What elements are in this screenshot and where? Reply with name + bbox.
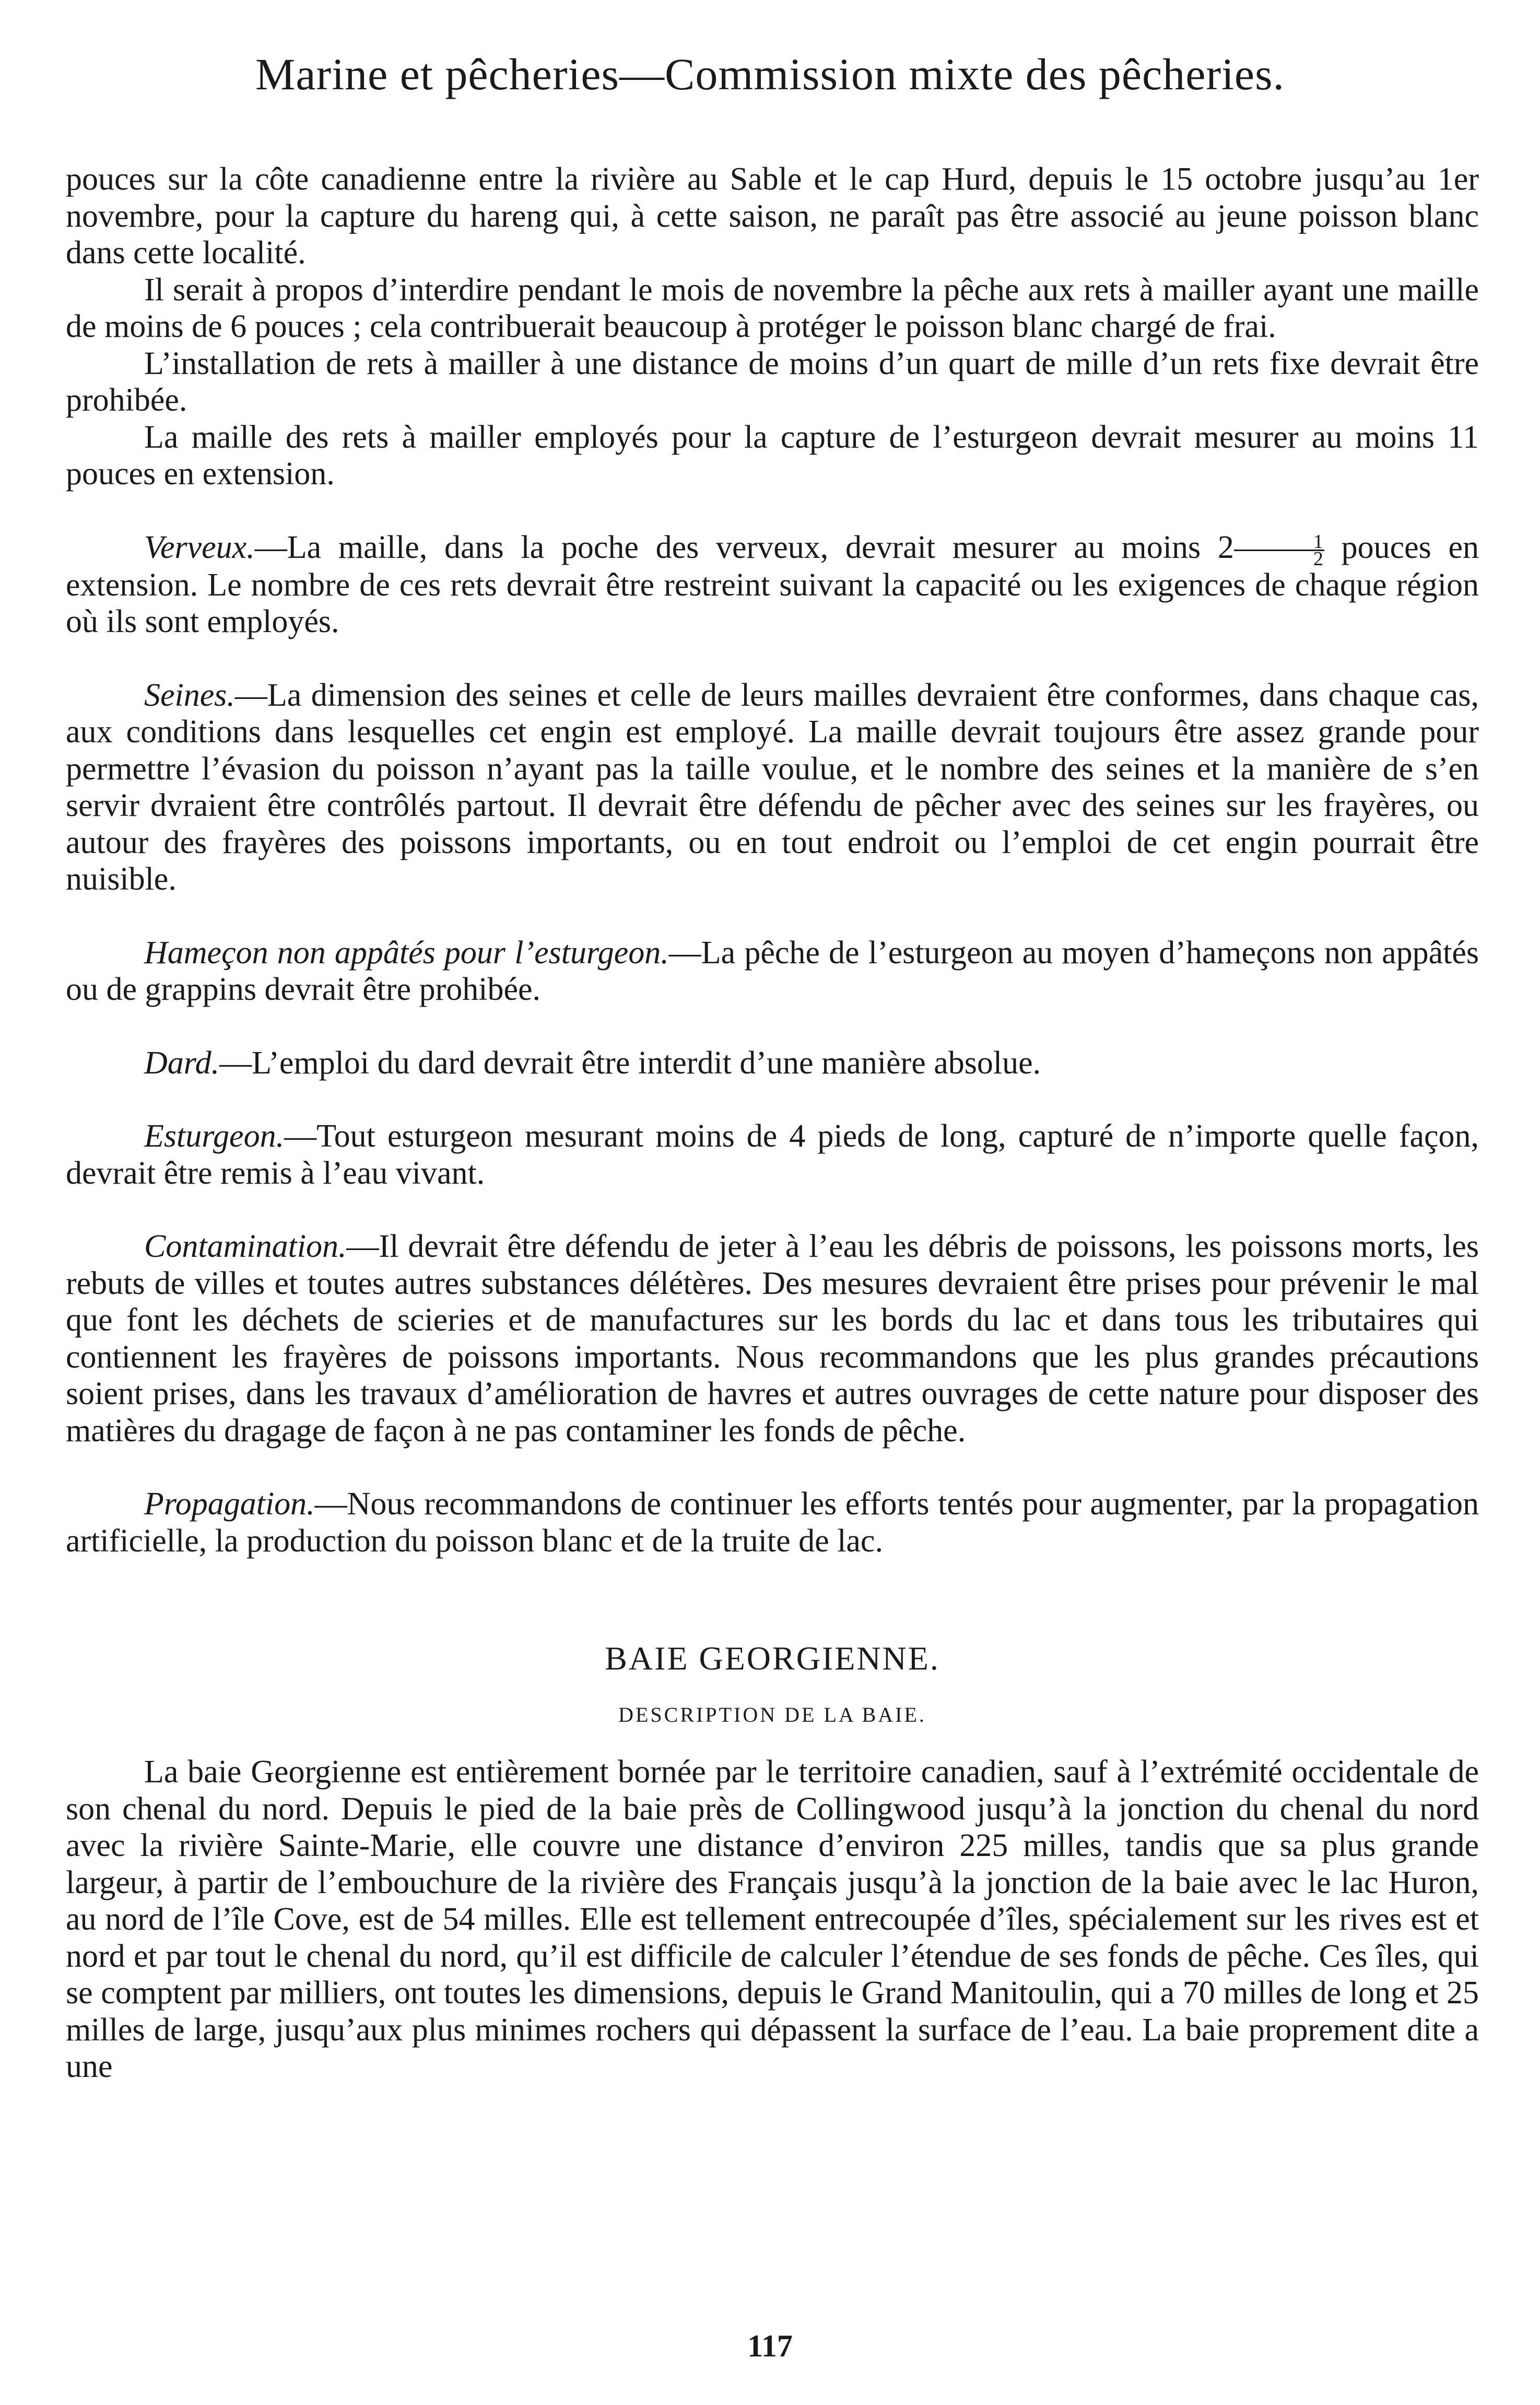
section-title: BAIE GEORGIENNE.	[605, 1640, 940, 1677]
seines-text: —La dimension des seines et celle de leurs mailles devraient être conformes, dans chaque cas, aux conditions dans lesquelles cet engin est employé. La maille devrait toujours être assez grande pour permettre l’évasion du poisson n’ayant pas la taille voulue, et le nombre des seines et la manière de s’en servir dvraient être contrôlés partout. Il devrait être défendu de pêcher avec des seines sur les frayères, ou autour des frayères des poissons importants, ou en tout endroit ou l’emploi de cet engin pourrait être nuisible.	[66, 677, 1479, 897]
paragraph-propagation	[66, 1486, 1479, 1559]
subsection-title: DESCRIPTION DE LA BAIE.	[618, 1703, 926, 1727]
hamecon-lead: Hameçon non appâtés pour l’esturgeon.	[144, 935, 669, 971]
fraction-denominator: 2	[1313, 547, 1323, 570]
paragraph-rets-distance: L’installation de rets à mailler à une distance de moins d’un quart de mille d’un rets fixe devrait être prohibée.	[66, 345, 1479, 418]
paragraph-verveux	[66, 529, 1479, 640]
dard-lead: Dard.	[144, 1045, 220, 1081]
seines-lead: Seines.	[144, 677, 235, 713]
page-number: 117	[747, 2329, 793, 2363]
esturgeon-lead: Esturgeon.	[144, 1118, 285, 1154]
paragraph-rets-esturgeon: La maille des rets à mailler employés pour la capture de l’esturgeon devrait mesurer au moins 11 pouces en extension.	[66, 419, 1479, 492]
propagation-text: —Nous recommandons de continuer les efforts tentés pour augmenter, par la propagation artificielle, la production du poisson blanc et de la truite de lac.	[66, 1486, 1479, 1559]
paragraph-hamecon	[66, 935, 1479, 1008]
contamination-text: —Il devrait être défendu de jeter à l’eau les débris de poissons, les poissons morts, les rebuts de villes et toutes autres substances délétères. Des mesures devraient être prises pour prévenir le mal que font les déchets de scieries et de manufactures sur les bords du lac et dans tous les tributaires qui contiennent les frayères de poissons importants. Nous recommandons que les plus grandes précautions soient prises, dans les travaux d’amélioration de havres et autres ouvrages de cette nature pour disposer des matières du dragage de façon à ne pas contaminer les fonds de pêche.	[66, 1229, 1479, 1449]
esturgeon-text: —Tout esturgeon mesurant moins de 4 pieds de long, capturé de n’importe quelle façon, devrait être remis à l’eau vivant.	[66, 1118, 1479, 1191]
verveux-lead: Verveux.	[144, 529, 255, 565]
paragraph-baie-description: La baie Georgienne est entièrement bornée par le territoire canadien, sauf à l’extrémité occidentale de son chenal du nord. Depuis le pied de la baie près de Collingwood jusqu’à la jonction du chenal du nord avec la rivière Sainte-Marie, elle couvre une distance d’environ 225 milles, tandis que sa plus grande largeur, à partir de l’embouchure de la rivière des Français jusqu’à la jonction de la baie avec le lac Huron, au nord de l’île Cove, est de 54 milles. Elle est tellement entrecoupée d’îles, spécialement sur les rives est et nord et par tout le chenal du nord, qu’il est difficile de calculer l’étendue de ses fonds de pêche. Ces îles, qui se comptent par milliers, ont toutes les dimensions, depuis le Grand Manitoulin, qui a 70 milles de long et 25 milles de large, jusqu’aux plus minimes rochers qui dépassent la surface de l’eau. La baie proprement dite a une	[66, 1754, 1479, 2085]
paragraph-november-ban: Il serait à propos d’interdire pendant le mois de novembre la pêche aux rets à mailler ayant une maille de moins de 6 pouces ; cela contribuerait beaucoup à protéger le poisson blanc chargé de frai.	[66, 272, 1479, 344]
paragraph-esturgeon	[66, 1118, 1479, 1192]
hamecon-text: —La pêche de l’esturgeon au moyen d’hameçons non appâtés ou de grappins devrait être prohibée.	[66, 935, 1479, 1008]
fraction-numerator: 1	[1234, 534, 1324, 551]
running-header: Marine et pêcheries—Commission mixte des pêcheries.	[255, 49, 1285, 99]
contamination-lead: Contamination.	[144, 1229, 347, 1265]
dard-text: —L’emploi du dard devrait être interdit d’une manière absolue.	[219, 1045, 1041, 1081]
paragraph-contamination	[66, 1228, 1479, 1449]
fraction-one-half	[1234, 530, 1324, 570]
verveux-text-b: pouces en extension. Le nombre de ces rets devrait être restreint suivant la capacité ou les exigences de chaque région où ils sont employés.	[66, 529, 1479, 640]
propagation-lead: Propagation.	[144, 1486, 315, 1522]
paragraph-seines	[66, 677, 1479, 898]
paragraph-continuation: pouces sur la côte canadienne entre la rivière au Sable et le cap Hurd, depuis le 15 octobre jusqu’au 1er novembre, pour la capture du hareng qui, à cette saison, ne paraît pas être associé au jeune poisson blanc dans cette localité.	[66, 161, 1479, 271]
verveux-text-a: —La maille, dans la poche des verveux, devrait mesurer au moins 2	[254, 529, 1234, 565]
body-text	[66, 161, 1479, 2085]
paragraph-dard	[66, 1045, 1479, 1082]
